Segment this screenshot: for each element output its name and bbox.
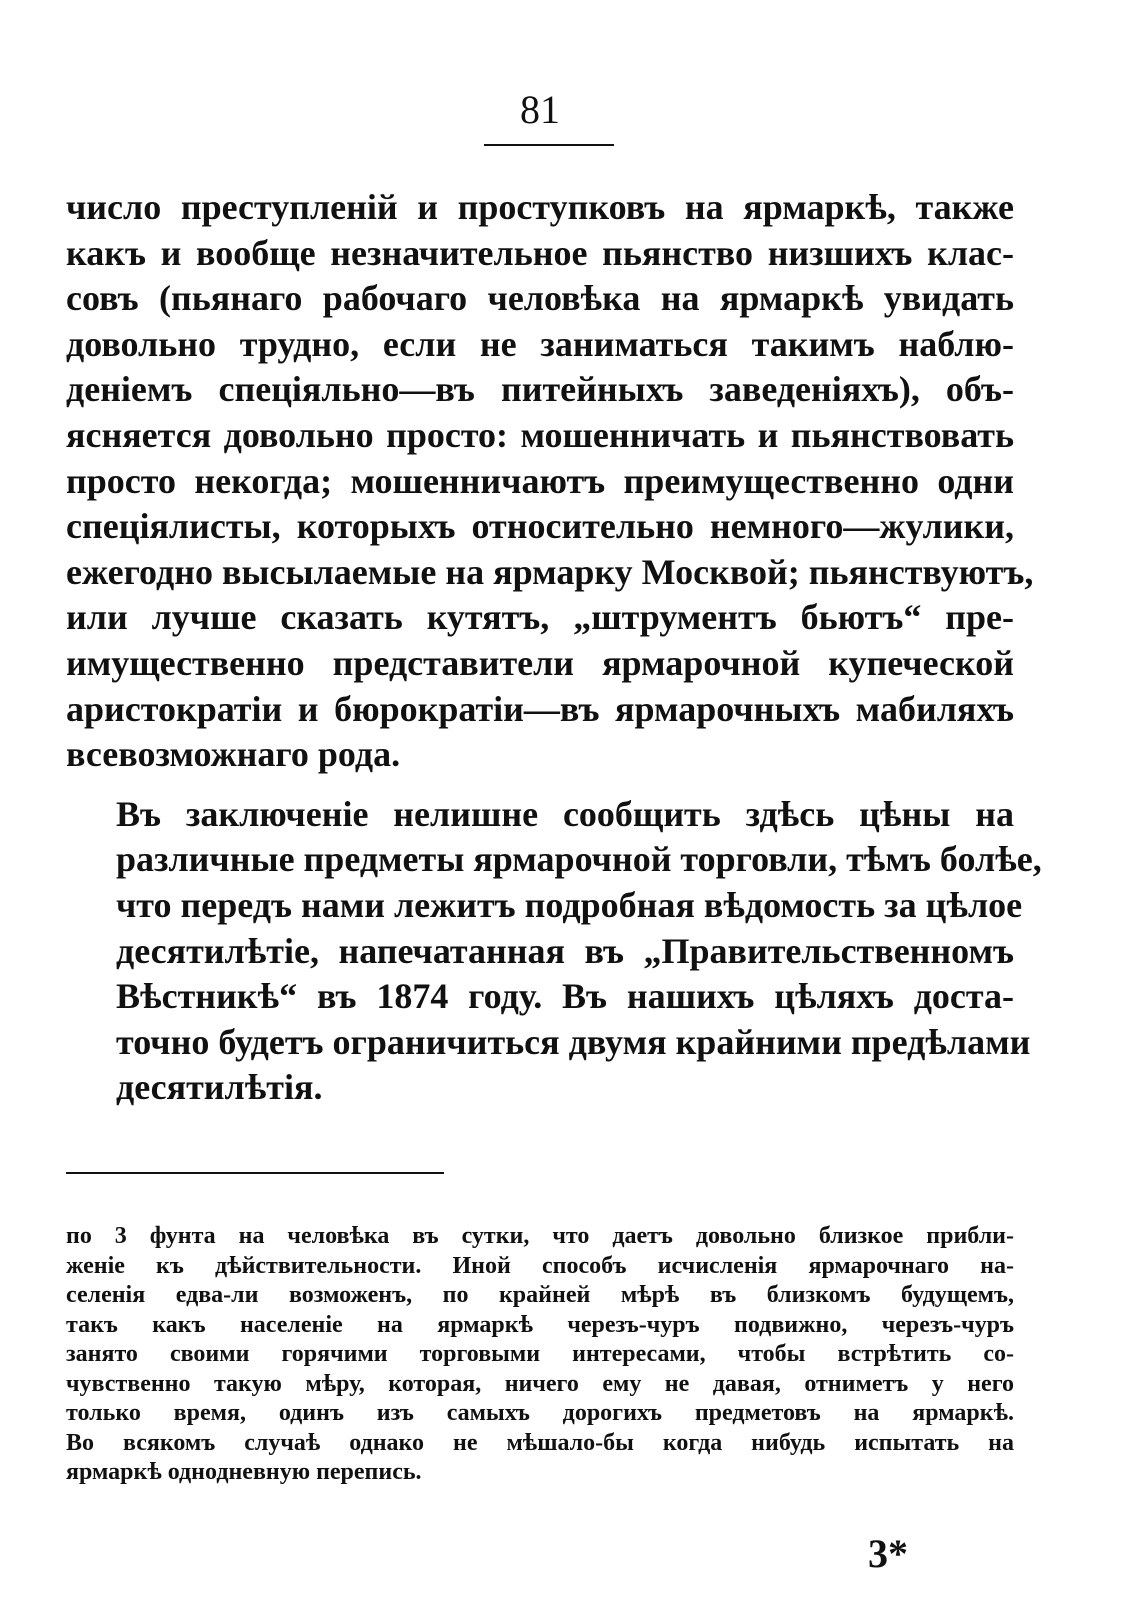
- text-line: какъ и вообще незначительное пьянство низшихъ клас-: [66, 232, 1014, 273]
- text-line: всевозможнаго рода.: [66, 734, 401, 775]
- text-line: аристократіи и бюрократіи—въ ярмарочныхъ мабиляхъ: [66, 688, 1014, 729]
- text-line: просто некогда; мошенничаютъ преимущественно одни: [66, 460, 1014, 501]
- footnote-line: такъ какъ населеніе на ярмаркѣ черезъ-чуръ подвижно, черезъ-чуръ: [66, 1311, 1014, 1338]
- text-line: что передъ нами лежитъ подробная вѣдомость за цѣлое: [116, 884, 1023, 925]
- paragraph-2: [66, 792, 1042, 1111]
- footnote: [66, 1222, 1014, 1488]
- main-text: [66, 185, 1042, 1111]
- footnote-rule: [66, 1172, 444, 1174]
- page-number-rule: [484, 144, 614, 146]
- footnote-line: селенія едва-ли возможенъ, по крайней мѣрѣ въ близкомъ будущемъ,: [66, 1282, 1014, 1308]
- text-line: десятилѣтіе, напечатанная въ „Правительственномъ: [116, 930, 1014, 971]
- text-line: ежегодно высылаемые на ярмарку Москвой; пьянствуютъ,: [66, 551, 1034, 592]
- text-line: спеціялисты, которыхъ относительно немного—жулики,: [66, 506, 1014, 547]
- footnote-line: Во всякомъ случаѣ однако не мѣшало-бы когда нибудь испытать на: [66, 1429, 1014, 1456]
- footnote-line: только время, одинъ изъ самыхъ дорогихъ предметовъ на ярмаркѣ.: [66, 1400, 1014, 1426]
- text-line: ясняется довольно просто: мошенничать и пьянствовать: [66, 414, 1014, 455]
- text-line: десятилѣтія.: [116, 1067, 323, 1108]
- paragraph-1: [66, 185, 1034, 778]
- text-line: или лучше сказать кутятъ, „штрументъ бьютъ“ пре-: [66, 597, 1014, 638]
- footnote-line: чувственно такую мѣру, которая, ничего ему не давая, отниметъ у него: [66, 1370, 1014, 1397]
- text-line: довольно трудно, если не заниматься такимъ наблю-: [66, 323, 1014, 364]
- footnote-line: по 3 фунта на человѣка въ сутки, что даетъ довольно близкое прибли-: [66, 1223, 1014, 1249]
- text-line: имущественно представители ярмарочной купеческой: [66, 642, 1014, 683]
- text-line: деніемъ спеціяльно—въ питейныхъ заведеніяхъ), объ-: [66, 369, 1014, 410]
- footnote-line: ярмаркѣ однодневную перепись.: [66, 1459, 422, 1485]
- signature-mark: 3*: [868, 1531, 908, 1576]
- footnote-line: занято своими горячими торговыми интересами, чтобы встрѣтить со-: [66, 1341, 1014, 1367]
- text-line: различные предметы ярмарочной торговли, тѣмъ болѣе,: [116, 839, 1042, 880]
- text-line: число преступленій и проступковъ на ярмаркѣ, также: [66, 187, 1014, 227]
- footnote-line: женіе къ дѣйствительности. Иной способъ исчисленія ярмарочнаго на-: [66, 1252, 1014, 1279]
- text-line: совъ (пьянаго рабочаго человѣка на ярмаркѣ увидать: [66, 278, 1014, 319]
- page-number: 81: [520, 87, 560, 132]
- text-line: Вѣстникѣ“ въ 1874 году. Въ нашихъ цѣляхъ доста-: [116, 976, 1014, 1017]
- text-line: точно будетъ ограничиться двумя крайними предѣлами: [116, 1021, 1031, 1062]
- text-line: Въ заключеніе нелишне сообщить здѣсь цѣны на: [116, 793, 1014, 834]
